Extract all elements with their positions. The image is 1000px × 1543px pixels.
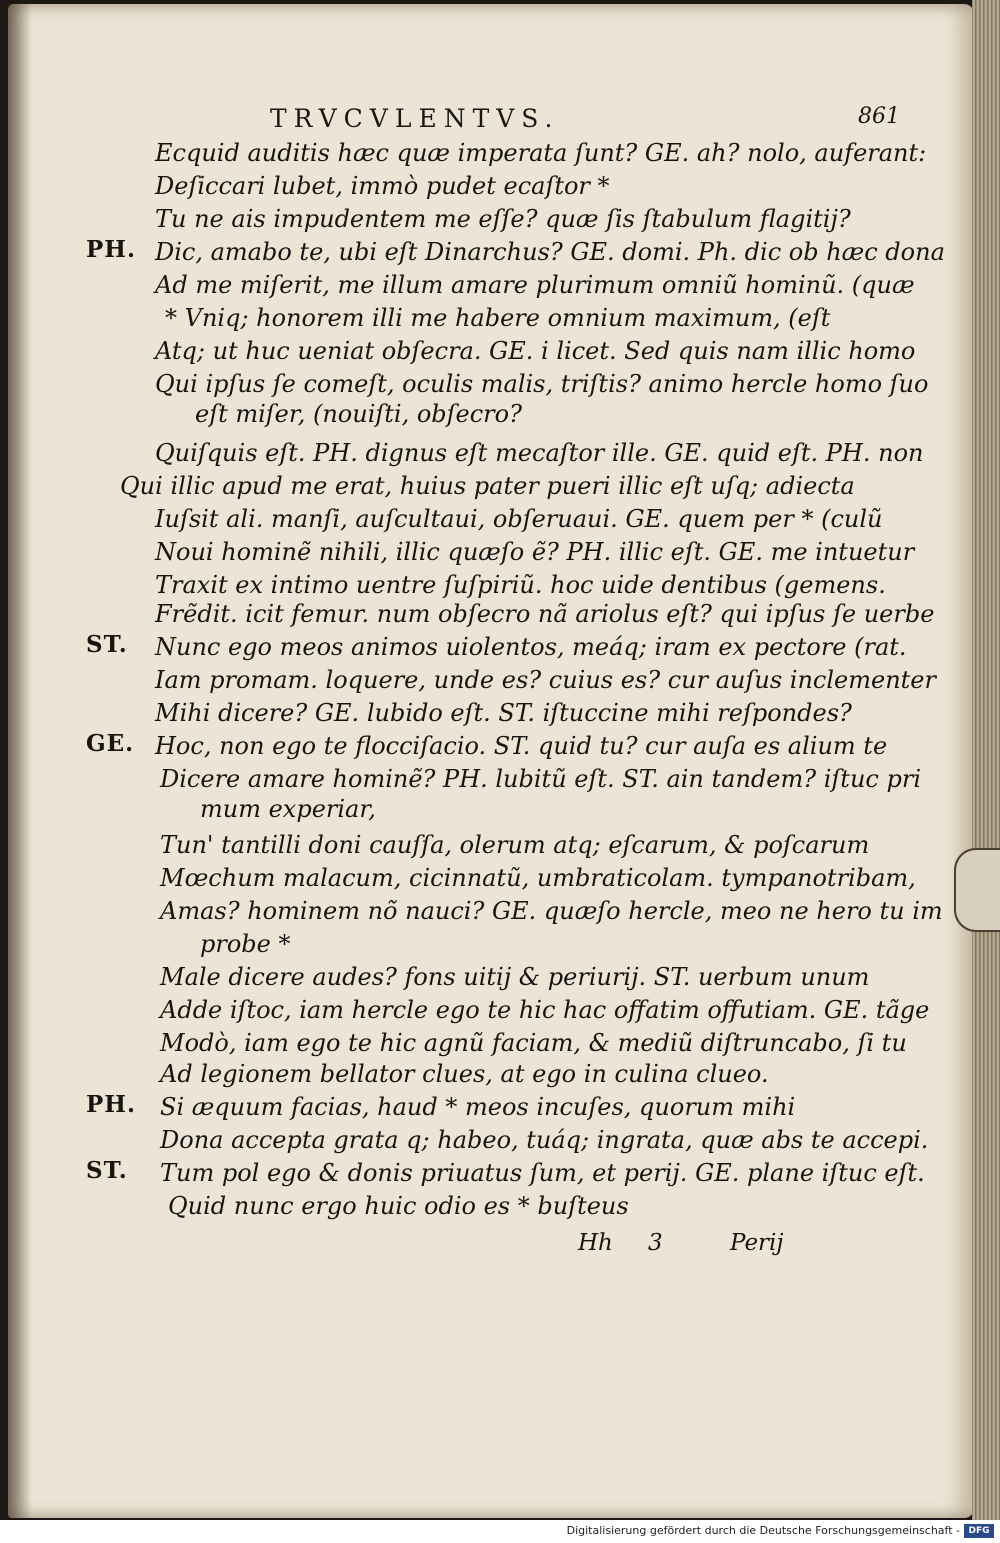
text-line: Tum pol ego & donis priuatus ſum, et perij. GE. plane iſtuc eſt. — [160, 1159, 925, 1187]
speaker-label: GE. — [86, 730, 135, 757]
text-line: Tu ne ais impudentem me eſſe? quæ ſis ſtabulum flagitij? — [155, 205, 851, 233]
speaker-label: PH. — [86, 236, 137, 263]
text-line: Mihi dicere? GE. lubido eſt. ST. iſtuccine mihi reſpondes? — [155, 699, 852, 727]
text-line: Frẽdit. icit femur. num obſecro nã ariolus eſt? qui ipſus ſe uerbe — [155, 600, 935, 628]
text-line: Amas? hominem nõ nauci? GE. quæſo hercle, meo ne hero tu im — [160, 897, 943, 925]
text-line: Dona accepta grata q; habeo, tuáq; ingrata, quæ abs te accepi. — [160, 1126, 929, 1154]
text-line: Deſiccari lubet, immò pudet ecaſtor * — [155, 172, 610, 200]
text-line: eſt miſer, (nouiſti, obſecro? — [195, 400, 522, 428]
text-line: Mœchum malacum, cicinnatũ, umbraticolam. tympanotribam, — [160, 864, 916, 892]
speaker-label: ST. — [86, 1157, 128, 1184]
text-line: Si æquum facias, haud * meos incuſes, quorum mihi — [160, 1093, 796, 1121]
text-line: Iam promam. loquere, unde es? cuius es? cur auſus inclementer — [155, 666, 936, 694]
text-line: Ecquid auditis hæc quæ imperata ſunt? GE. ah? nolo, auferant: — [155, 139, 927, 167]
text-line: Quid nunc ergo huic odio es * buſteus — [168, 1192, 629, 1220]
folio-number: 861 — [858, 104, 900, 129]
footer-credit: Digitalisierung gefördert durch die Deutsche Forschungsgemeinschaft - — [566, 1524, 960, 1537]
text-line: Modò, iam ego te hic agnũ faciam, & mediũ diſtruncabo, ſi tu — [160, 1029, 907, 1057]
page-edges — [972, 0, 1000, 1520]
text-line: Male dicere audes? fons uitij & periurij. ST. uerbum unum — [160, 963, 870, 991]
text-line: * Vniq; honorem illi me habere omnium maximum, (eſt — [165, 304, 831, 332]
text-line: Nunc ego meos animos uiolentos, meáq; iram ex pectore (rat. — [155, 633, 907, 661]
text-line: Tun' tantilli doni cauſſa, olerum atq; eſcarum, & poſcarum — [160, 831, 870, 859]
text-line: mum experiar, — [200, 795, 376, 823]
text-line: Qui illic apud me erat, huius pater pueri illic eſt uſq; adiecta — [120, 472, 855, 500]
text-line: Quiſquis eſt. PH. dignus eſt mecaſtor ille. GE. quid eſt. PH. non — [155, 439, 924, 467]
text-line: Traxit ex intimo uentre ſuſpiriũ. hoc uide dentibus (gemens. — [155, 571, 886, 599]
signature-number: 3 — [648, 1230, 663, 1256]
text-line: Hoc, non ego te flocciſacio. ST. quid tu? cur auſa es alium te — [155, 732, 888, 760]
text-line: Qui ipſus ſe comeſt, oculis malis, triſtis? animo hercle homo ſuo — [155, 370, 929, 398]
gutter-shadow — [8, 4, 32, 1518]
text-line: Noui hominẽ nihili, illic quæſo ẽ? PH. illic eſt. GE. me intuetur — [155, 538, 915, 566]
text-line: Ad me miſerit, me illum amare plurimum omniũ hominũ. (quæ — [155, 271, 915, 299]
dfg-logo: DFG — [964, 1524, 994, 1538]
speaker-label: PH. — [86, 1091, 137, 1118]
signature-mark: Hh — [578, 1230, 613, 1256]
speaker-label: ST. — [86, 631, 128, 658]
footer-bar — [0, 1520, 1000, 1543]
text-line: Dic, amabo te, ubi eſt Dinarchus? GE. domi. Ph. dic ob hæc dona — [155, 238, 945, 266]
text-line: Adde iſtoc, iam hercle ego te hic hac offatim offutiam. GE. tãge — [160, 996, 930, 1024]
page-tab — [954, 848, 1000, 932]
text-line: Atq; ut huc ueniat obſecra. GE. i licet. Sed quis nam illic homo — [155, 337, 916, 365]
running-title: TRVCVLENTVS. — [270, 104, 560, 133]
catchword: Perij — [730, 1230, 784, 1256]
text-line: Ad legionem bellator clues, at ego in culina clueo. — [160, 1060, 769, 1088]
text-line: probe * — [200, 930, 291, 958]
text-line: Iuſsit ali. manſi, auſcultaui, obſeruaui. GE. quem per * (culũ — [155, 505, 883, 533]
text-line: Dicere amare hominẽ? PH. lubitũ eſt. ST. ain tandem? iſtuc pri — [160, 765, 921, 793]
